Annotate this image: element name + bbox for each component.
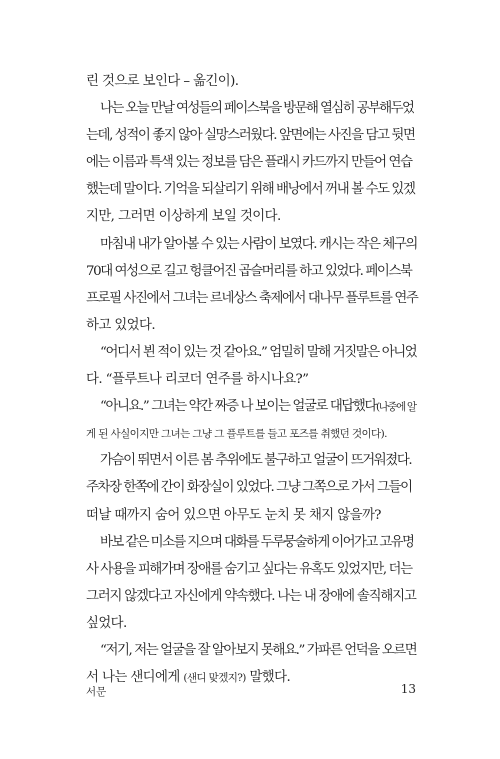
text-line bbox=[86, 583, 416, 610]
text-line bbox=[86, 447, 416, 474]
body-text bbox=[86, 68, 416, 691]
text-line bbox=[86, 258, 416, 285]
line-text: “아니요.” 그녀는 약간 짜증 나 보이는 얼굴로 대답했다 bbox=[100, 399, 376, 415]
text-line bbox=[86, 203, 416, 230]
line-text: “어디서 뵌 적이 있는 것 같아요.” 엄밀히 말해 거짓말은 아니었 bbox=[100, 344, 417, 360]
aside-text: (샌디 맞겠지?) bbox=[183, 672, 246, 685]
page-number: 13 bbox=[400, 682, 416, 696]
line-text: 다. “플루트나 리코더 연주를 하시나요?” bbox=[86, 372, 309, 388]
text-line bbox=[86, 339, 416, 366]
line-text: “저기, 저는 얼굴을 잘 알아보지 못해요.” 가파른 언덕을 오르면 bbox=[100, 642, 417, 658]
text-line bbox=[86, 95, 416, 122]
aside-text: 게 된 사실이지만 그녀는 그냥 그 플루트를 들고 포즈를 취했던 것이다). bbox=[86, 428, 387, 441]
line-text: 했는데 말이다. 기억을 되살리기 위해 배낭에서 꺼내 볼 수도 있겠 bbox=[86, 182, 415, 198]
text-line bbox=[86, 231, 416, 258]
text-line bbox=[86, 366, 416, 393]
line-text: 나는 오늘 만날 여성들의 페이스북을 방문해 열심히 공부해두었 bbox=[100, 101, 414, 117]
line-text: 바보 같은 미소를 지으며 대화를 두루뭉술하게 이어가고 고유명 bbox=[100, 534, 414, 550]
line-text: 70대 여성으로 길고 헝클어진 곱슬머리를 하고 있었다. 페이스북 bbox=[86, 263, 412, 279]
line-text: 말했다. bbox=[245, 670, 291, 686]
line-text: 싶었다. bbox=[86, 615, 127, 631]
line-text: 가슴이 뛰면서 이른 봄 추위에도 불구하고 얼굴이 뜨거워졌다. bbox=[100, 453, 412, 469]
line-text: 떠날 때까지 숨어 있으면 아무도 눈치 못 채지 않을까? bbox=[86, 507, 381, 523]
line-text: 에는 이름과 특색 있는 정보를 담은 플래시 카드까지 만들어 연습 bbox=[86, 155, 412, 171]
text-line bbox=[86, 393, 416, 420]
line-text: 마침내 내가 알아볼 수 있는 사람이 보였다. 캐시는 작은 체구의 bbox=[100, 236, 417, 252]
line-text: 서 나는 샌디에게 bbox=[86, 670, 184, 686]
running-footer-section: 서문 bbox=[86, 686, 107, 698]
text-line bbox=[86, 474, 416, 501]
text-line bbox=[86, 122, 416, 149]
text-line bbox=[86, 312, 416, 339]
aside-text: (나중에 알 bbox=[375, 401, 416, 414]
line-text: 사 사용을 피해가며 장애를 숨기고 싶다는 유혹도 있었지만, 더는 bbox=[86, 561, 412, 577]
line-text: 린 것으로 보인다 – 옮긴이). bbox=[86, 74, 239, 89]
text-line bbox=[86, 664, 416, 691]
text-line bbox=[86, 556, 416, 583]
text-line bbox=[86, 610, 416, 637]
text-line bbox=[86, 68, 416, 95]
text-line bbox=[86, 637, 416, 664]
line-text: 그러지 않겠다고 자신에게 약속했다. 나는 내 장애에 솔직해지고 bbox=[86, 588, 416, 604]
line-text: 주차장 한쪽에 간이 화장실이 있었다. 그냥 그쪽으로 가서 그들이 bbox=[86, 480, 412, 496]
text-line bbox=[86, 529, 416, 556]
line-text: 는데, 성적이 좋지 않아 실망스러웠다. 앞면에는 사진을 담고 뒷면 bbox=[86, 128, 415, 144]
text-line bbox=[86, 420, 416, 447]
text-line bbox=[86, 176, 416, 203]
text-line bbox=[86, 149, 416, 176]
line-text: 하고 있었다. bbox=[86, 317, 155, 333]
text-line bbox=[86, 285, 416, 312]
line-text: 지만, 그러면 이상하게 보일 것이다. bbox=[86, 209, 281, 225]
text-line bbox=[86, 502, 416, 529]
line-text: 프로필 사진에서 그녀는 르네상스 축제에서 대나무 플루트를 연주 bbox=[86, 290, 418, 306]
